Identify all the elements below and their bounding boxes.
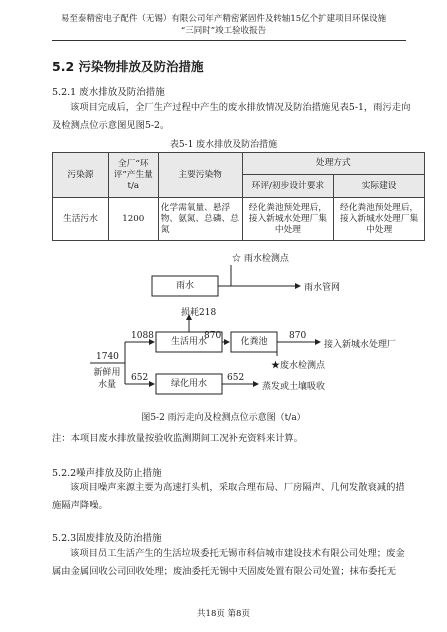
col-header-pollutants: 主要污染物	[158, 153, 242, 198]
flow-value: 870	[204, 331, 222, 341]
flow-value: 870	[289, 331, 307, 341]
rain-network-label: 雨水管网	[304, 283, 341, 293]
septic-box-label: 化粪池	[240, 337, 268, 347]
cell-actual: 经化粪池预处理后，接入新城水处理厂集中处理	[334, 198, 425, 241]
paragraph-line: 该项目员工生活产生的生活垃圾委托无锡市科信城市建设技术有限公司处理；废金	[70, 548, 405, 559]
report-header-line2: “三同时”竣工验收报告	[180, 26, 267, 36]
cell-pollutants: 化学需氧量、悬浮物、氨氮、总磷、总氮	[158, 198, 242, 241]
note: 注：本项目废水排放量按验收监测期间工况补充资料来计算。	[52, 433, 304, 444]
figure-caption: 图5-2 雨污走向及检测点位示意图（t/a）	[141, 413, 306, 423]
flow-value: 1088	[131, 331, 154, 341]
subsection-title-noise: 5.2.2噪声排放及防止措施	[52, 468, 162, 479]
paragraph-line: 及检测点位示意图见图5-2。	[52, 120, 170, 131]
subsection-title-wastewater: 5.2.1 废水排放及防治措施	[52, 87, 165, 98]
paragraph-line: 属由金属回收公司回收处理；废油委托无锡中天固废处置有限公司处置；抹布委托无	[52, 566, 396, 577]
section-title: 5.2 污染物排放及防治措施	[52, 59, 204, 74]
municipal-plant-label: 接入新城水处理厂	[324, 340, 397, 350]
cell-output: 1200	[108, 198, 158, 241]
evaporation-label: 蒸发或土壤吸收	[262, 382, 326, 392]
fresh-water-label: 新鲜用水量	[93, 368, 121, 390]
rain-check-point-label: ☆ 雨水检测点	[232, 254, 289, 264]
cell-source: 生活污水	[53, 198, 109, 241]
sewage-check-point-label: ★废水检测点	[271, 361, 326, 371]
paragraph-line: 该项目完成后，全厂生产过程中产生的废水排放情况及防治措施见表5-1，雨污走向	[70, 102, 411, 113]
col-header-source: 污染源	[53, 153, 109, 198]
col-header-actual: 实际建设	[334, 175, 425, 198]
green-box-label: 绿化用水	[170, 379, 207, 389]
col-header-output: 全厂“环评”产生量t/a	[108, 153, 158, 198]
fresh-water-value: 1740	[96, 352, 119, 362]
table-caption: 表5-1 废水排放及防治措施	[169, 140, 278, 150]
paragraph-line: 施隔声降噪。	[52, 500, 108, 511]
col-header-treatment: 处理方式	[242, 153, 425, 175]
loss-label: 损耗218	[181, 308, 217, 318]
col-header-eia: 环评/初步设计要求	[242, 175, 334, 198]
flow-value: 652	[131, 373, 149, 383]
subsection-title-solid-waste: 5.2.3固废排放及防治措施	[52, 533, 162, 544]
domestic-box-label: 生活用水	[170, 337, 207, 347]
rain-box-label: 雨水	[175, 281, 194, 291]
report-header-line1: 易至泰精密电子配件（无锡）有限公司年产精密紧固件及转轴15亿个扩建项目环保设施	[60, 14, 387, 24]
page-footer: 共18页 第8页	[197, 609, 250, 619]
cell-eia: 经化粪池预处理后，接入新城水处理厂集中处理	[242, 198, 334, 241]
paragraph-line: 该项目噪声来源主要为高速打头机，采取合理布局、厂房隔声、几何发散衰减的措	[70, 482, 405, 493]
flow-value: 652	[227, 373, 245, 383]
